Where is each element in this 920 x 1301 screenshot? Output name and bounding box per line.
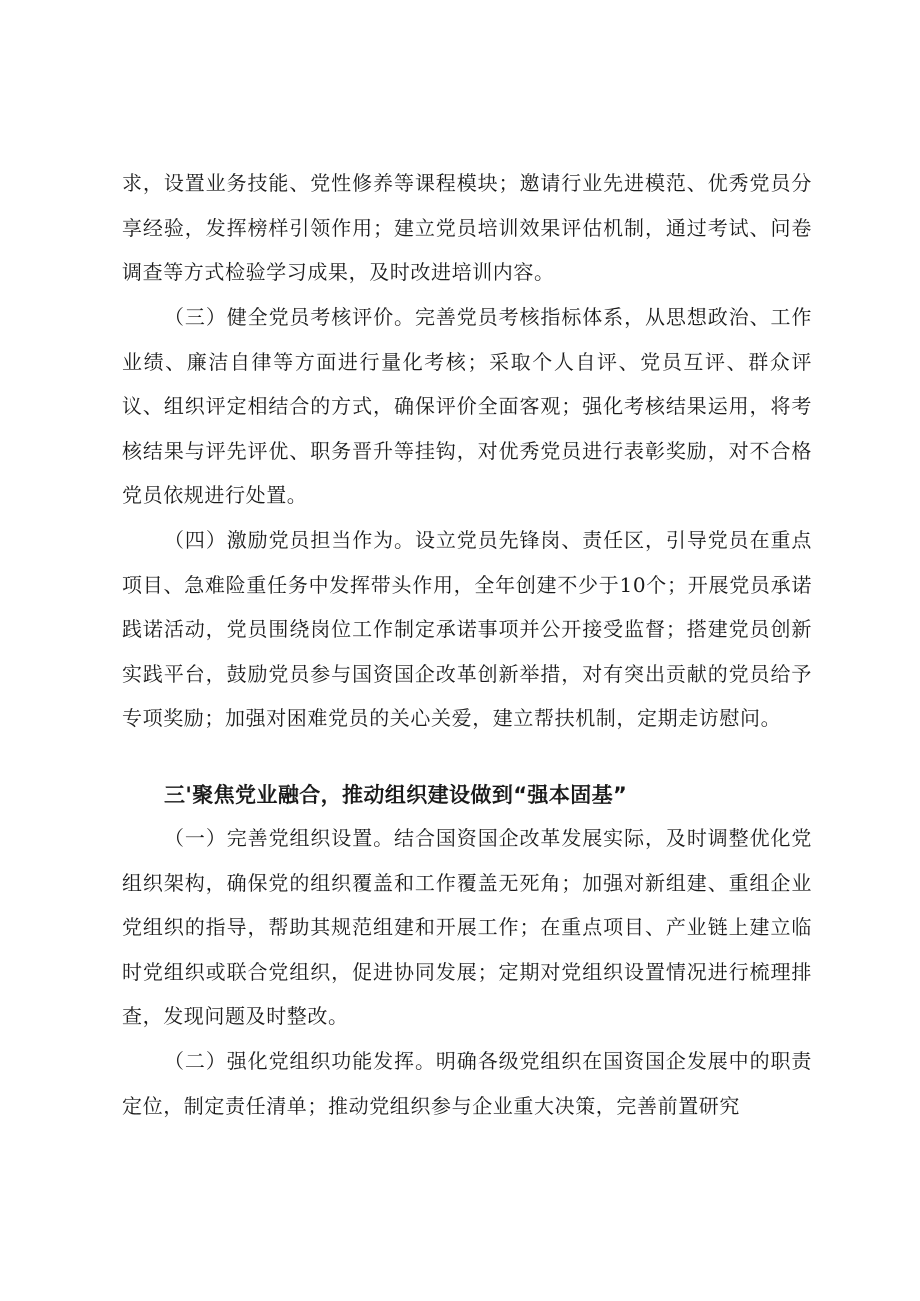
- paragraph-assessment: （三）健全党员考核评价。完善党员考核指标体系，从思想政治、工作业绩、廉洁自律等方面进行量化考核；采取个人自评、党员互评、群众评议、组织评定相结合的方式，确保评价全面客观；强化考核结果运用，将考核结果与评先评优、职务晋升等挂钩，对优秀党员进行表彰奖励，对不合格党员依规进行处置。: [122, 305, 812, 508]
- paragraph-training-continued: 求，设置业务技能、党性修养等课程模块；邀请行业先进模范、优秀党员分享经验，发挥榜样引领作用；建立党员培训效果评估机制，通过考试、问卷调查等方式检验学习成果，及时改进培训内容。: [122, 171, 812, 285]
- paragraph-organization-setup: （一）完善党组织设置。结合国资国企改革发展实际，及时调整优化党组织架构，确保党的组织覆盖和工作覆盖无死角；加强对新组建、重组企业党组织的指导，帮助其规范组建和开展工作；在重点项目、产业链上建立临时党组织或联合党组织，促进协同发展；定期对党组织设置情况进行梳理排查，发现问题及时整改。: [122, 826, 812, 1029]
- section-heading-three: 三'聚焦党业融合，推动组织建设做到“强本固基”: [164, 783, 628, 807]
- paragraph-incentive: （四）激励党员担当作为。设立党员先锋岗、责任区，引导党员在重点项目、急难险重任务中发挥带头作用，全年创建不少于10个；开展党员承诺践诺活动，党员围绕岗位工作制定承诺事项并公开接受监督；搭建党员创新实践平台，鼓励党员参与国资国企改革创新举措，对有突出贡献的党员给予专项奖励；加强对困难党员的关心关爱，建立帮扶机制，定期走访慰问。: [122, 528, 812, 731]
- paragraph-organization-function: （二）强化党组织功能发挥。明确各级党组织在国资国企发展中的职责定位，制定责任清单；推动党组织参与企业重大决策，完善前置研究: [122, 1049, 812, 1118]
